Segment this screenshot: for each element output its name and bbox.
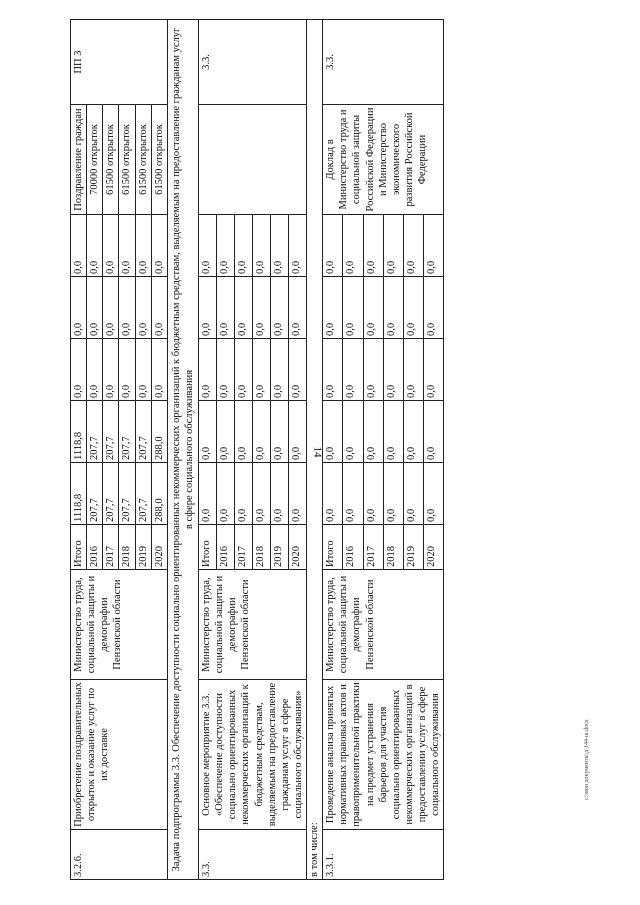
value-cell: 0,0: [87, 277, 103, 339]
value-cell: 0,0: [289, 277, 307, 339]
value-cell: 0,0: [383, 463, 403, 525]
value-cell: 0,0: [235, 215, 253, 277]
table-row: [71, 20, 87, 880]
value-cell: 0,0: [135, 215, 151, 277]
task-row: [167, 20, 198, 880]
year-cell: 2018: [253, 525, 271, 570]
value-cell: 0,0: [289, 339, 307, 401]
event-name: Приобретение поздравительных открыток и оказание услуг по их доставке: [71, 680, 168, 830]
result-cell: 61500 открыток: [135, 105, 151, 215]
link-cell: 3.3.: [199, 20, 307, 105]
value-cell: 0,0: [343, 215, 363, 277]
page-number: 14: [311, 446, 324, 458]
value-cell: 0,0: [363, 215, 383, 277]
value-cell: 0,0: [363, 401, 383, 463]
result-cell: 70000 открыток: [87, 105, 103, 215]
value-cell: 0,0: [363, 339, 383, 401]
value-cell: 288,0: [151, 463, 167, 525]
value-cell: 1118,8: [71, 401, 87, 463]
result-cell: 61500 открыток: [103, 105, 119, 215]
value-cell: 0,0: [323, 339, 343, 401]
value-cell: 207,7: [135, 463, 151, 525]
row-number: 3.2.6.: [71, 830, 168, 880]
value-cell: 0,0: [343, 339, 363, 401]
value-cell: 207,7: [135, 401, 151, 463]
year-cell: Итого: [323, 525, 343, 570]
value-cell: 207,7: [103, 401, 119, 463]
year-cell: Итого: [71, 525, 87, 570]
table-row: [323, 20, 343, 880]
year-cell: 2020: [151, 525, 167, 570]
value-cell: 0,0: [289, 401, 307, 463]
link-cell: ПП 3: [71, 20, 168, 105]
year-cell: 2018: [383, 525, 403, 570]
value-cell: 0,0: [253, 215, 271, 277]
value-cell: 0,0: [119, 339, 135, 401]
value-cell: 0,0: [271, 339, 289, 401]
value-cell: 0,0: [151, 339, 167, 401]
value-cell: 0,0: [363, 463, 383, 525]
executor: Министерство труда, социальной защиты и демографии Пензенской области: [71, 570, 168, 680]
value-cell: 0,0: [323, 215, 343, 277]
year-cell: 2020: [289, 525, 307, 570]
value-cell: 0,0: [271, 215, 289, 277]
value-cell: 0,0: [87, 339, 103, 401]
value-cell: 1118,8: [71, 463, 87, 525]
value-cell: 0,0: [424, 339, 444, 401]
row-number: 3.3.: [199, 830, 307, 880]
result-cell: 61500 открыток: [151, 105, 167, 215]
value-cell: 0,0: [199, 215, 217, 277]
value-cell: 0,0: [199, 401, 217, 463]
value-cell: 0,0: [403, 463, 423, 525]
value-cell: 207,7: [87, 401, 103, 463]
program-table: [70, 19, 444, 880]
value-cell: 0,0: [217, 339, 235, 401]
year-cell: 2019: [271, 525, 289, 570]
value-cell: 0,0: [199, 339, 217, 401]
value-cell: 0,0: [289, 463, 307, 525]
value-cell: 0,0: [235, 401, 253, 463]
executor: Министерство труда, социальной защиты и демографии Пензенской области: [323, 570, 444, 680]
value-cell: 0,0: [323, 401, 343, 463]
executor: Министерство труда, социальной защиты и демографии Пензенской области: [199, 570, 307, 680]
value-cell: 207,7: [119, 401, 135, 463]
value-cell: 0,0: [135, 277, 151, 339]
value-cell: 0,0: [323, 463, 343, 525]
value-cell: 0,0: [235, 277, 253, 339]
value-cell: 0,0: [271, 277, 289, 339]
value-cell: 207,7: [87, 463, 103, 525]
value-cell: 0,0: [424, 215, 444, 277]
value-cell: 0,0: [343, 277, 363, 339]
value-cell: 0,0: [199, 277, 217, 339]
rotated-table-sheet: [70, 20, 606, 880]
value-cell: 0,0: [403, 215, 423, 277]
result-cell: Доклад в Министерство труда и социальной защиты Российской Федерации и Министерство экономического развития Российской Федерации: [323, 105, 444, 215]
value-cell: 207,7: [103, 463, 119, 525]
value-cell: 0,0: [363, 277, 383, 339]
value-cell: 0,0: [71, 215, 87, 277]
year-cell: 2016: [217, 525, 235, 570]
value-cell: 0,0: [383, 339, 403, 401]
value-cell: 0,0: [199, 463, 217, 525]
link-cell: 3.3.: [323, 20, 444, 105]
year-cell: 2016: [87, 525, 103, 570]
value-cell: 0,0: [383, 215, 403, 277]
value-cell: 288,0: [151, 401, 167, 463]
task-heading: Задача подпрограммы 3.3. Обеспечение доступности социально ориентированных некоммерческих организаций к бюджетным средствам, выделяемым на предоставление гражданам услуг в сфере социального обслуживания: [167, 20, 198, 880]
row-number: 3.3.1.: [323, 830, 444, 880]
file-path-footer: c:\мои документы\д\144-ш.docx: [584, 719, 590, 800]
value-cell: 0,0: [403, 339, 423, 401]
value-cell: 0,0: [323, 277, 343, 339]
event-name: Проведение анализа принятых нормативных правовых актов и правоприменительной практики на предмет устранения барьеров для участия социально ориентированных некоммерческих организаций в предоставлении услуг в сфере социального обслуживания: [323, 680, 444, 830]
value-cell: 0,0: [424, 463, 444, 525]
value-cell: 207,7: [119, 463, 135, 525]
year-cell: 2017: [103, 525, 119, 570]
in-total-label: в том числе:: [307, 20, 323, 880]
value-cell: 0,0: [151, 277, 167, 339]
year-cell: 2019: [135, 525, 151, 570]
value-cell: 0,0: [253, 339, 271, 401]
value-cell: 0,0: [403, 401, 423, 463]
value-cell: 0,0: [103, 215, 119, 277]
value-cell: 0,0: [217, 463, 235, 525]
value-cell: 0,0: [217, 215, 235, 277]
year-cell: 2016: [343, 525, 363, 570]
result-cell: Поздравление граждан: [71, 105, 87, 215]
value-cell: 0,0: [103, 277, 119, 339]
value-cell: 0,0: [253, 463, 271, 525]
value-cell: 0,0: [383, 401, 403, 463]
value-cell: 0,0: [119, 277, 135, 339]
value-cell: 0,0: [271, 401, 289, 463]
value-cell: 0,0: [235, 339, 253, 401]
value-cell: 0,0: [103, 339, 119, 401]
value-cell: 0,0: [424, 401, 444, 463]
value-cell: 0,0: [71, 339, 87, 401]
value-cell: 0,0: [87, 215, 103, 277]
value-cell: 0,0: [289, 215, 307, 277]
table-row: [199, 20, 217, 880]
value-cell: 0,0: [343, 463, 363, 525]
value-cell: 0,0: [343, 401, 363, 463]
year-cell: 2020: [424, 525, 444, 570]
result-cell: [199, 105, 307, 215]
year-cell: 2017: [363, 525, 383, 570]
value-cell: 0,0: [119, 215, 135, 277]
in-total-row: [307, 20, 323, 880]
value-cell: 0,0: [217, 277, 235, 339]
value-cell: 0,0: [424, 277, 444, 339]
event-name: Основное мероприятие 3.3. «Обеспечение доступности социально ориентированных некоммерческих организаций к бюджетным средствам, выделяемым на предоставление гражданам услуг в сфере социального обслуживания»: [199, 680, 307, 830]
value-cell: 0,0: [403, 277, 423, 339]
value-cell: 0,0: [235, 463, 253, 525]
value-cell: 0,0: [383, 277, 403, 339]
value-cell: 0,0: [253, 401, 271, 463]
value-cell: 0,0: [151, 215, 167, 277]
year-cell: 2018: [119, 525, 135, 570]
value-cell: 0,0: [217, 401, 235, 463]
value-cell: 0,0: [253, 277, 271, 339]
value-cell: 0,0: [71, 277, 87, 339]
year-cell: Итого: [199, 525, 217, 570]
year-cell: 2017: [235, 525, 253, 570]
value-cell: 0,0: [271, 463, 289, 525]
year-cell: 2019: [403, 525, 423, 570]
value-cell: 0,0: [135, 339, 151, 401]
result-cell: 61500 открыток: [119, 105, 135, 215]
